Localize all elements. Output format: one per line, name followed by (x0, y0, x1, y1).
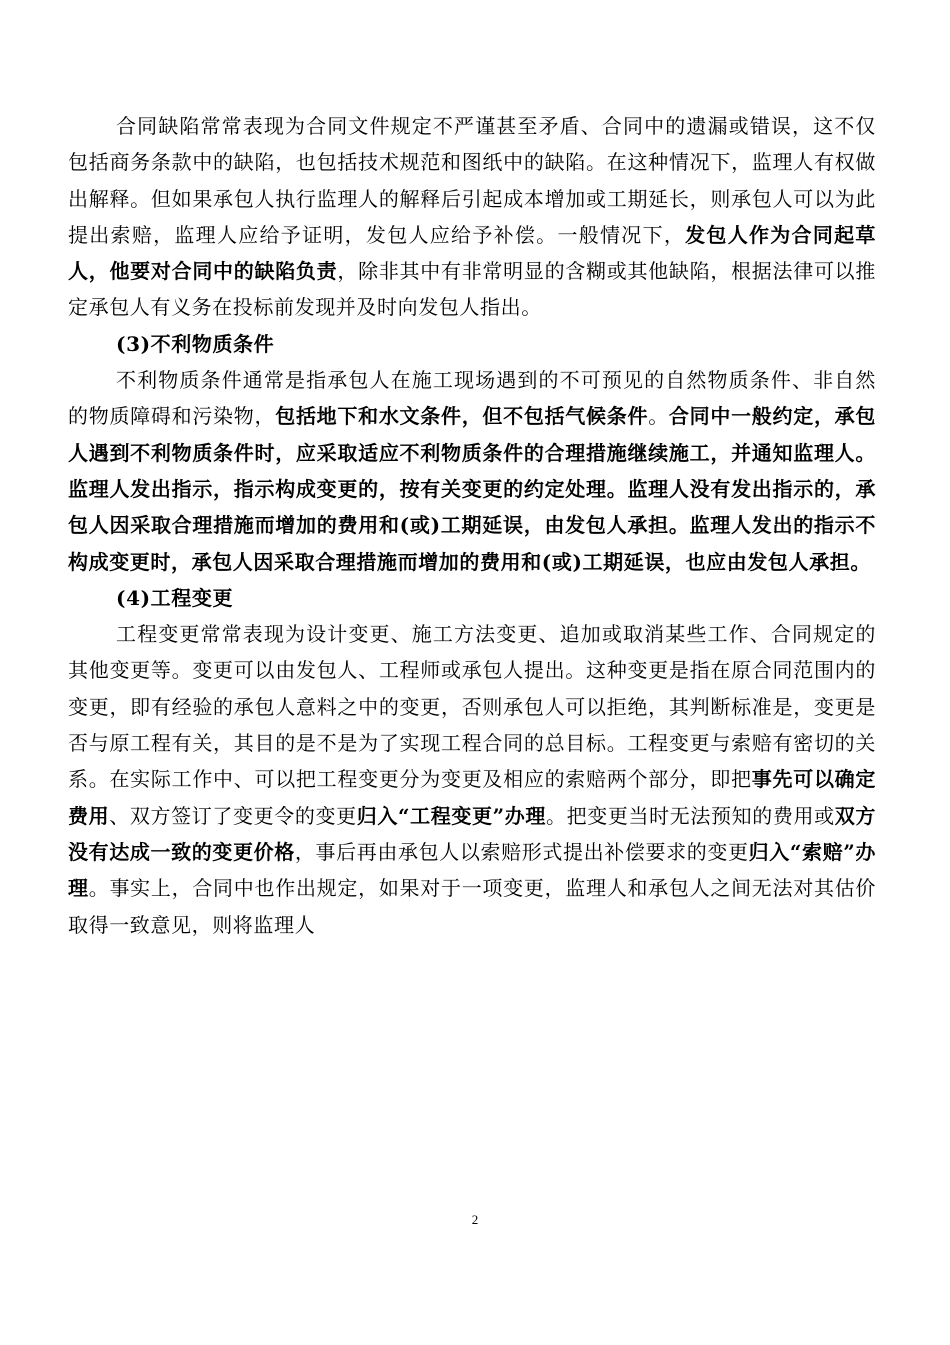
emphasis-text: 事先可以确定费用 (68, 767, 876, 828)
paragraph-engineering-change (68, 616, 876, 943)
document-body (68, 108, 876, 943)
paragraph-adverse-conditions (68, 362, 876, 580)
paragraph-text: 。事实上，合同中也作出规定，如果对于一项变更，监理人和承包人之间无法对其估价取得一致意见，则将监理人 (68, 876, 876, 937)
paragraph-text: 不利物质条件通常是指承包人在施工现场遇到的不可预见的自然物质条件、非自然的物质障碍和污染物， (68, 368, 876, 429)
emphasis-text: 发包人作为合同起草人，他要对合同中的缺陷负责 (68, 222, 877, 284)
paragraph-text: 。 (648, 404, 669, 429)
paragraph-text: ，除非其中有非常明显的含糊或其他缺陷，根据法律可以推定承包人有义务在投标前发现并及时向发包人指出。 (68, 259, 876, 320)
emphasis-text: 归入“索赔”办理 (68, 839, 876, 901)
paragraph-contract-defects (68, 108, 876, 326)
emphasis-text: 双方没有达成一致的变更价格 (68, 803, 876, 864)
emphasis-text: 归入“工程变更”办理 (356, 803, 547, 828)
paragraph-text: ，事后再由承包人以索赔形式提出补偿要求的变更 (294, 839, 749, 864)
section-heading-3: (3)不利物质条件 (116, 331, 275, 356)
paragraph-text: 工程变更常常表现为设计变更、施工方法变更、追加或取消某些工作、合同规定的其他变更等。变更可以由发包人、工程师或承包人提出。这种变更是指在原合同范围内的变更，即有经验的承包人意料之中的变更，否则承包人可以拒绝，其判断标准是，变更是否与原工程有关，其目的是不是为了实现工程合同的总目标。工程变更与索赔有密切的关系。在实际工作中、可以把工程变更分为变更及相应的索赔两个部分，即把 (68, 622, 876, 792)
emphasis-text: 合同中一般约定，承包人遇到不利物质条件时，应采取适应不利物质条件的合理措施继续施工，并通知监理人。监理人发出指示，指示构成变更的，按有关变更的约定处理。监理人没有发出指示的，承包人因采取合理措施而增加的费用和(或)工期延误，由发包人承担。监理人发出的指示不构成变更时，承包人因采取合理措施而增加的费用和(或)工期延误，也应由发包人承担。 (68, 404, 877, 574)
emphasis-text: 包括地下和水文条件，但不包括气候条件 (275, 404, 649, 429)
paragraph-text: 合同缺陷常常表现为合同文件规定不严谨甚至矛盾、合同中的遗漏或错误，这不仅包括商务条款中的缺陷，也包括技术规范和图纸中的缺陷。在这种情况下，监理人有权做出解释。但如果承包人执行监理人的解释后引起成本增加或工期延长，则承包人可以为此提出索赔，监理人应给予证明，发包人应给予补偿。一般情况下， (68, 114, 876, 247)
paragraph-text: 、双方签订了变更令的变更 (109, 803, 357, 828)
paragraph-text: 。把变更当时无法预知的费用或 (546, 803, 835, 828)
page-number: 2 (471, 1212, 479, 1227)
section-heading-4: (4)工程变更 (116, 585, 234, 610)
